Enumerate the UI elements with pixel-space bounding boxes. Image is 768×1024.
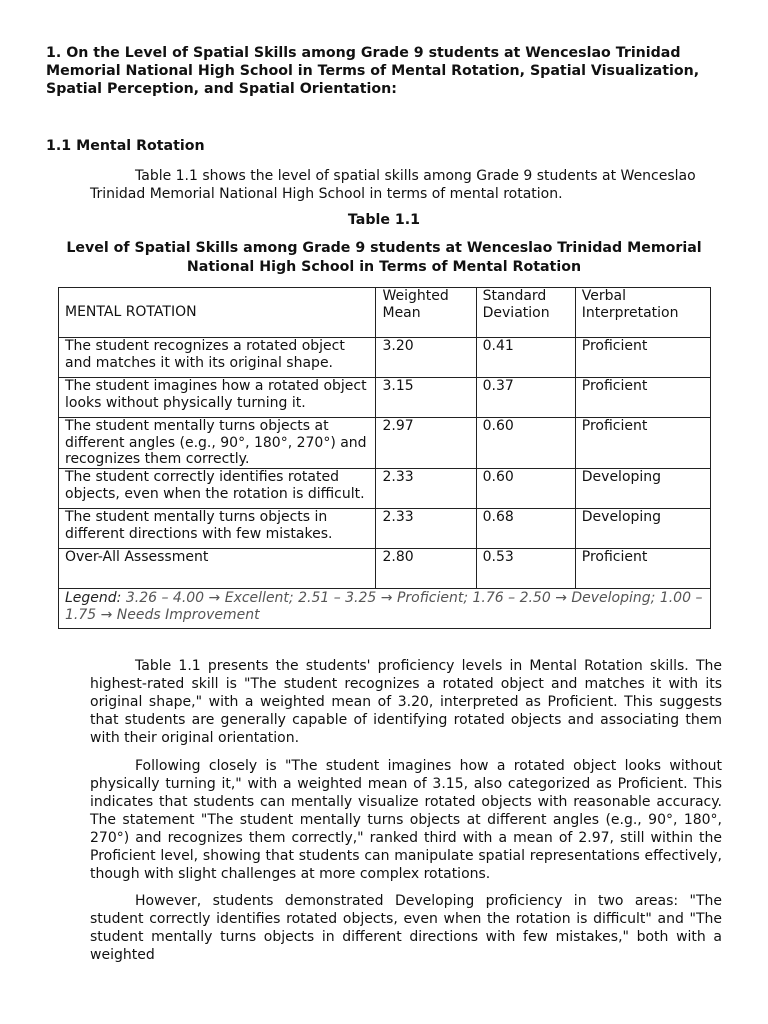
header-verbal-interpretation: Verbal Interpretation: [575, 288, 710, 338]
mean-cell: 2.97: [376, 418, 476, 469]
header-standard-deviation: Standard Deviation: [476, 288, 575, 338]
sd-cell: 0.60: [476, 469, 575, 509]
sd-cell: 0.37: [476, 378, 575, 418]
legend-text: 3.26 – 4.00 → Excellent; 2.51 – 3.25 → Proficient; 1.76 – 2.50 → Developing; 1.00 – 1.75 → Needs Improvement: [65, 590, 703, 623]
overall-row: [59, 549, 711, 589]
interpretation-cell: Proficient: [575, 338, 710, 378]
mean-cell: 3.20: [376, 338, 476, 378]
item-cell: Over-All Assessment: [59, 549, 376, 589]
table-row: [59, 469, 711, 509]
mean-cell: 2.80: [376, 549, 476, 589]
item-cell: The student imagines how a rotated object looks without physically turning it.: [59, 378, 376, 418]
subsection-heading: 1.1 Mental Rotation: [46, 138, 205, 154]
table-title: Level of Spatial Skills among Grade 9 students at Wenceslao Trinidad Memorial National High School in Terms of Mental Rotation: [66, 240, 702, 275]
legend-cell: [59, 589, 711, 629]
sd-cell: 0.60: [476, 418, 575, 469]
sd-cell: 0.53: [476, 549, 575, 589]
table-row: [59, 418, 711, 469]
table-row: [59, 509, 711, 549]
discussion-paragraph: Table 1.1 presents the students' proficiency levels in Mental Rotation skills. The highest-rated skill is "The student recognizes a rotated object and matches it with its original shape," with a weighted mean of 3.20, interpreted as Proficient. This suggests that students are generally capable of identifying rotated objects and associating them with their original orientation.: [90, 658, 722, 746]
mean-cell: 3.15: [376, 378, 476, 418]
table-row: [59, 378, 711, 418]
mean-cell: 2.33: [376, 469, 476, 509]
section-heading: 1. On the Level of Spatial Skills among Grade 9 students at Wenceslao Trinidad Memorial National High School in Terms of Mental Rotation, Spatial Visualization, Spatial Perception, and Spatial Orientation:: [46, 45, 700, 97]
item-cell: The student mentally turns objects in different directions with few mistakes.: [59, 509, 376, 549]
intro-paragraph: Table 1.1 shows the level of spatial skills among Grade 9 students at Wenceslao Trinidad Memorial National High School in terms of mental rotation.: [90, 168, 696, 202]
sd-cell: 0.41: [476, 338, 575, 378]
table-row: [59, 338, 711, 378]
table-header-row: [59, 288, 711, 338]
mental-rotation-table: [58, 287, 711, 629]
header-mental-rotation: MENTAL ROTATION: [59, 288, 376, 338]
sd-cell: 0.68: [476, 509, 575, 549]
interpretation-cell: Proficient: [575, 549, 710, 589]
interpretation-cell: Developing: [575, 509, 710, 549]
interpretation-cell: Developing: [575, 469, 710, 509]
discussion-paragraph: However, students demonstrated Developing proficiency in two areas: "The student correctly identifies rotated objects, even when the rotation is difficult" and "The student mentally turns objects in different directions with few mistakes," both with a weighted: [90, 893, 722, 963]
item-cell: The student correctly identifies rotated objects, even when the rotation is difficult.: [59, 469, 376, 509]
interpretation-cell: Proficient: [575, 418, 710, 469]
discussion-paragraph: Following closely is "The student imagines how a rotated object looks without physically turning it," with a weighted mean of 3.15, also categorized as Proficient. This indicates that students can mentally visualize rotated objects with reasonable accuracy. The statement "The student mentally turns objects at different angles (e.g., 90°, 180°, 270°) and recognizes them correctly," ranked third with a mean of 2.97, still within the Proficient level, showing that students can manipulate spatial representations effectively, though with slight challenges at more complex rotations.: [90, 758, 722, 882]
legend-label: Legend:: [65, 590, 122, 606]
table-label: Table 1.1: [347, 212, 421, 228]
interpretation-cell: Proficient: [575, 378, 710, 418]
item-cell: The student mentally turns objects at different angles (e.g., 90°, 180°, 270°) and recognizes them correctly.: [59, 418, 376, 469]
mean-cell: 2.33: [376, 509, 476, 549]
header-weighted-mean: Weighted Mean: [376, 288, 476, 338]
item-cell: The student recognizes a rotated object and matches it with its original shape.: [59, 338, 376, 378]
legend-row: [59, 589, 711, 629]
